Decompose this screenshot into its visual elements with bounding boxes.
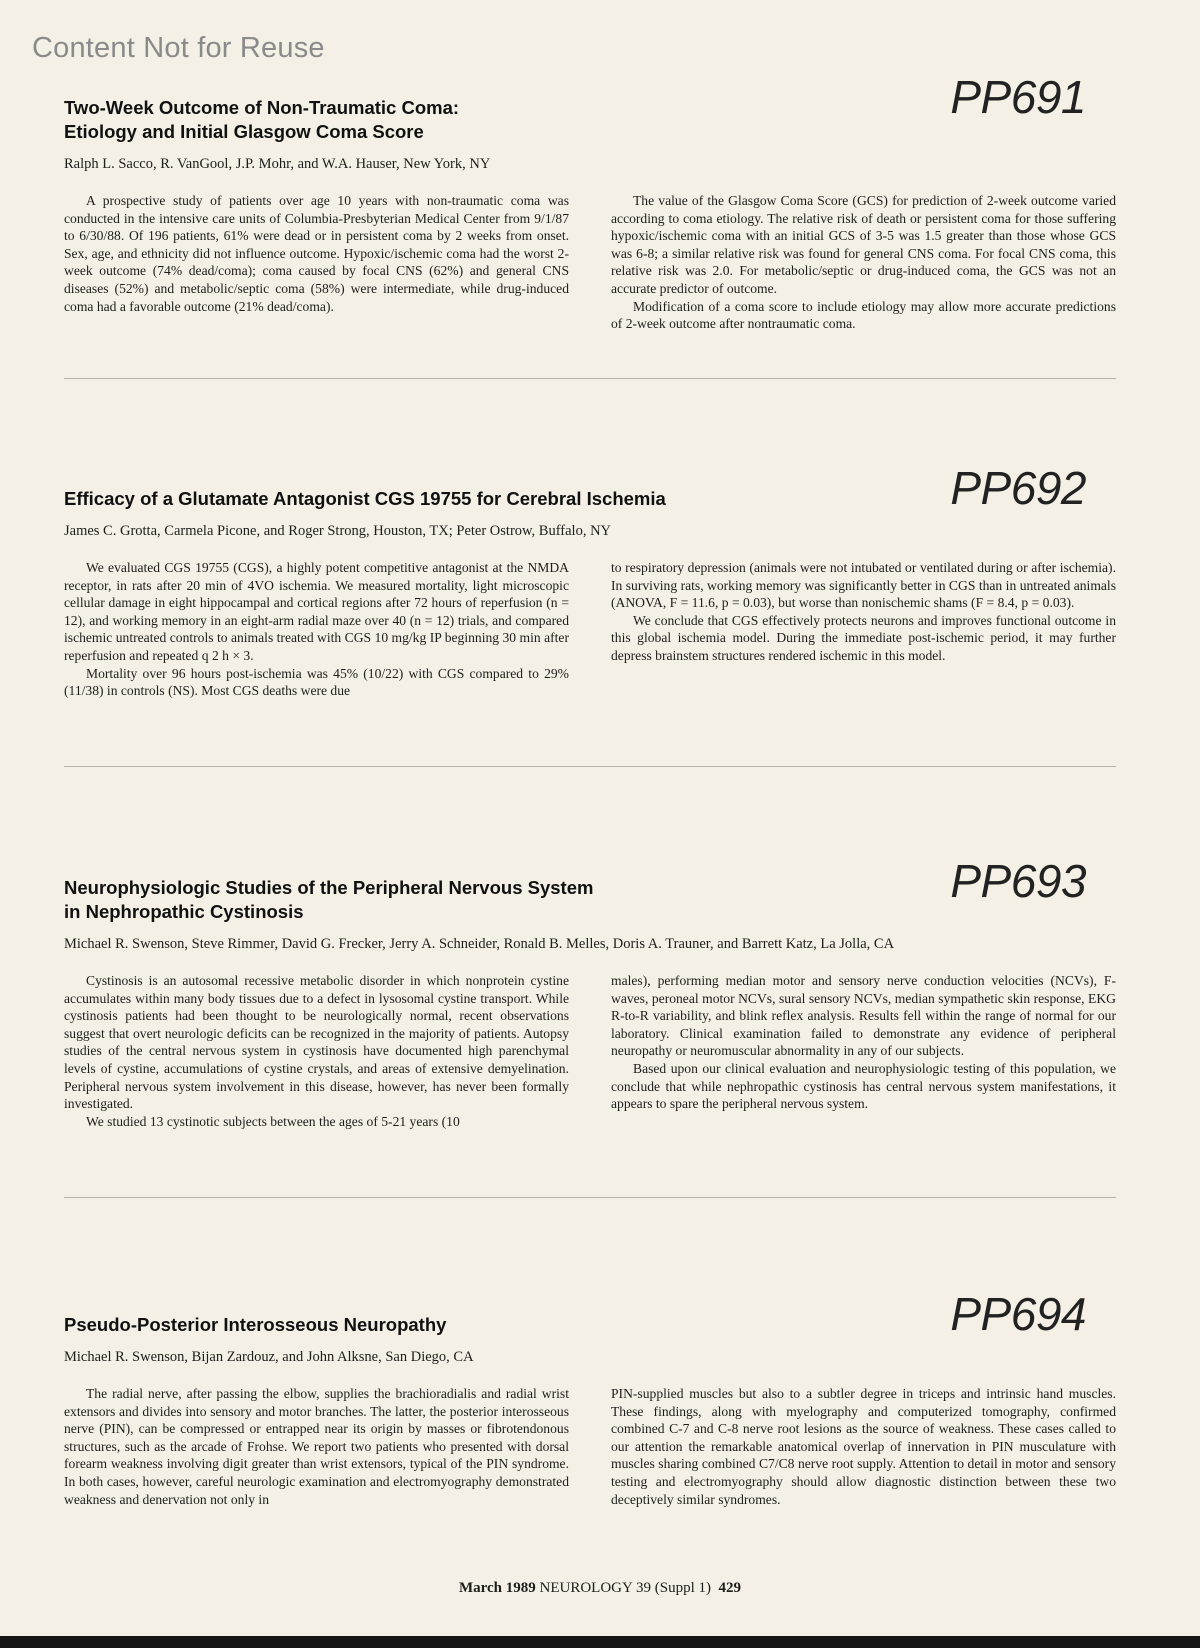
paragraph: We conclude that CGS effectively protects neurons and improves functional outcome in this global ischemia model. During the immediate post-ischemic period, it may further depress brainstem structures rendered ischemic in this model. xyxy=(611,612,1116,663)
title-line: Etiology and Initial Glasgow Coma Score xyxy=(64,121,424,142)
footer-journal: NEUROLOGY 39 (Suppl 1) xyxy=(539,1580,712,1596)
abstract-code: PP692 xyxy=(950,462,1086,514)
abstract-authors: James C. Grotta, Carmela Picone, and Roger Strong, Houston, TX; Peter Ostrow, Buffalo, NY xyxy=(64,523,612,539)
abstract-pp691 xyxy=(64,71,1116,333)
paragraph: PIN-supplied muscles but also to a subtler degree in triceps and intrinsic hand muscles. These findings, along with myelography and computerized tomography, confirmed combined C-7 and C-8 nerve root lesions as the source of weakness. These cases called to our attention the remarkable anatomical overlap of innervation in PIN musculature with muscles sharing combined C7/C8 nerve root supply. Attention to detail in motor and sensory testing and electromyography should allow diagnostic distinction between these two deceptively similar syndromes. xyxy=(611,1386,1116,1507)
abstract-pp693 xyxy=(64,855,1116,1130)
paragraph: Cystinosis is an autosomal recessive metabolic disorder in which nonprotein cystine accumulates within many body tissues due to a defect in lysosomal cystine transport. While cystinosis patients had been thought to be neurologically normal, recent observations suggest that overt neurologic deficits can be recognized in the majority of patients. Autopsy studies of the central nervous system in cystinosis have documented high parenchymal levels of cystine, accumulations of cystine crystals, and areas of extensive demyelination. Peripheral nervous system involvement in this disease, however, has never been formally investigated. xyxy=(64,973,569,1112)
right-column xyxy=(611,192,1116,333)
scan-edge xyxy=(0,1636,1200,1648)
paragraph: A prospective study of patients over age 10 years with non-traumatic coma was conducted in the intensive care units of Columbia-Presbyterian Medical Center from 9/1/87 to 6/30/88. Of 196 patients, 61% were dead or in persistent coma by 2 weeks from onset. Sex, age, and ethnicity did not influence outcome. Hypoxic/ischemic coma had the worst 2-week outcome (74% dead/coma); coma caused by focal CNS (62%) and general CNS diseases (52%) and metabolic/septic coma (58%) were intermediate, while drug-induced coma had a favorable outcome (21% dead/coma). xyxy=(64,193,569,314)
watermark: Content Not for Reuse xyxy=(32,32,325,64)
abstract-body xyxy=(64,972,1116,1130)
left-column xyxy=(64,559,569,700)
paragraph: The value of the Glasgow Coma Score (GCS) for prediction of 2-week outcome varied according to coma etiology. The relative risk of death or persistent coma for those suffering hypoxic/ischemic coma with an initial GCS of 3-5 was 1.5 greater than those whose GCS was 6-8; a similar relative risk was found for general CNS coma. For focal CNS coma, this relative risk was 2.0. For metabolic/septic or drug-induced coma, the GCS was not an accurate predictor of outcome. xyxy=(611,193,1116,296)
paragraph: Mortality over 96 hours post-ischemia was 45% (10/22) with CGS compared to 29% (11/38) in controls (NS). Most CGS deaths were due xyxy=(64,665,569,699)
left-column xyxy=(64,1385,569,1508)
paragraph: We evaluated CGS 19755 (CGS), a highly potent competitive antagonist at the NMDA receptor, in rats after 20 min of 4VO ischemia. We measured mortality, light microscopic cellular damage in eight hippocampal and cortical regions after 72 hours of reperfusion (n = 12), and working memory in an eight-arm radial maze over 40 (n = 12) trials, and compared ischemic untreated controls to animals treated with CGS 10 mg/kg IP beginning 30 min after reperfusion and repeated q 2 h × 3. xyxy=(64,560,569,663)
abstract-authors: Michael R. Swenson, Steve Rimmer, David G. Frecker, Jerry A. Schneider, Ronald B. Melles, Doris A. Trauner, and Barrett Katz, La Jolla, CA xyxy=(64,936,895,952)
abstract-code: PP693 xyxy=(950,855,1086,907)
paragraph: Based upon our clinical evaluation and neurophysiologic testing of this population, we conclude that while nephropathic cystinosis has central nervous system manifestations, it appears to spare the peripheral nervous system. xyxy=(611,1060,1116,1112)
paragraph: We studied 13 cystinotic subjects between the ages of 5-21 years (10 xyxy=(86,1113,460,1129)
left-column xyxy=(64,972,569,1130)
title-line: Efficacy of a Glutamate Antagonist CGS 19755 for Cerebral Ischemia xyxy=(64,488,666,509)
divider xyxy=(64,766,1116,767)
divider xyxy=(64,378,1116,379)
page-number: 429 xyxy=(718,1580,742,1596)
abstract-pp694 xyxy=(64,1288,1116,1508)
paragraph: to respiratory depression (animals were not intubated or ventilated during or after ischemia). In surviving rats, working memory was significantly better in CGS than in untreated animals (ANOVA, F = 11.6, p = 0.03), but worse than nonischemic shams (F = 8.4, p = 0.03). xyxy=(611,560,1116,611)
page-footer xyxy=(0,1580,1200,1597)
paragraph: males), performing median motor and sensory nerve conduction velocities (NCVs), F-waves, peroneal motor NCVs, sural sensory NCVs, median sympathetic skin response, EKG R-to-R variability, and blink reflex analysis. Results fell within the range of normal for our laboratory. Clinical examination failed to demonstrate any evidence of peripheral neuropathy or neuromuscular abnormality in any of our subjects. xyxy=(611,973,1116,1059)
abstract-body xyxy=(64,1385,1116,1508)
title-line: Neurophysiologic Studies of the Peripheral Nervous System xyxy=(64,877,594,898)
paragraph: Modification of a coma score to include etiology may allow more accurate predictions of 2-week outcome after nontraumatic coma. xyxy=(611,298,1116,332)
title-line: Pseudo-Posterior Interosseous Neuropathy xyxy=(64,1314,447,1335)
abstract-body xyxy=(64,192,1116,333)
title-line: in Nephropathic Cystinosis xyxy=(64,901,304,922)
footer-date: March 1989 xyxy=(458,1580,536,1596)
abstract-code: PP691 xyxy=(950,71,1086,123)
paragraph: The radial nerve, after passing the elbow, supplies the brachioradialis and radial wrist extensors and divides into sensory and motor branches. The latter, the posterior interosseous nerve (PIN), can be compressed or entrapped near its origin by masses or fibrotendonous structures, such as the arcade of Frohse. We report two patients who presented with dorsal forearm weakness involving digit greater than wrist extensors, typical of the PIN syndrome. In both cases, however, careful neurologic examination and electromyography demonstrated weakness and denervation not only in xyxy=(64,1386,569,1507)
divider xyxy=(64,1197,1116,1198)
abstract-authors: Michael R. Swenson, Bijan Zardouz, and John Alksne, San Diego, CA xyxy=(64,1349,474,1365)
abstract-pp692 xyxy=(64,462,1116,700)
title-line: Two-Week Outcome of Non-Traumatic Coma: xyxy=(64,97,460,118)
right-column xyxy=(611,1385,1116,1508)
abstract-authors: Ralph L. Sacco, R. VanGool, J.P. Mohr, and W.A. Hauser, New York, NY xyxy=(64,156,491,172)
abstract-code: PP694 xyxy=(950,1288,1086,1340)
abstract-body xyxy=(64,559,1116,700)
left-column xyxy=(64,192,569,333)
right-column xyxy=(611,559,1116,700)
right-column xyxy=(611,972,1116,1130)
